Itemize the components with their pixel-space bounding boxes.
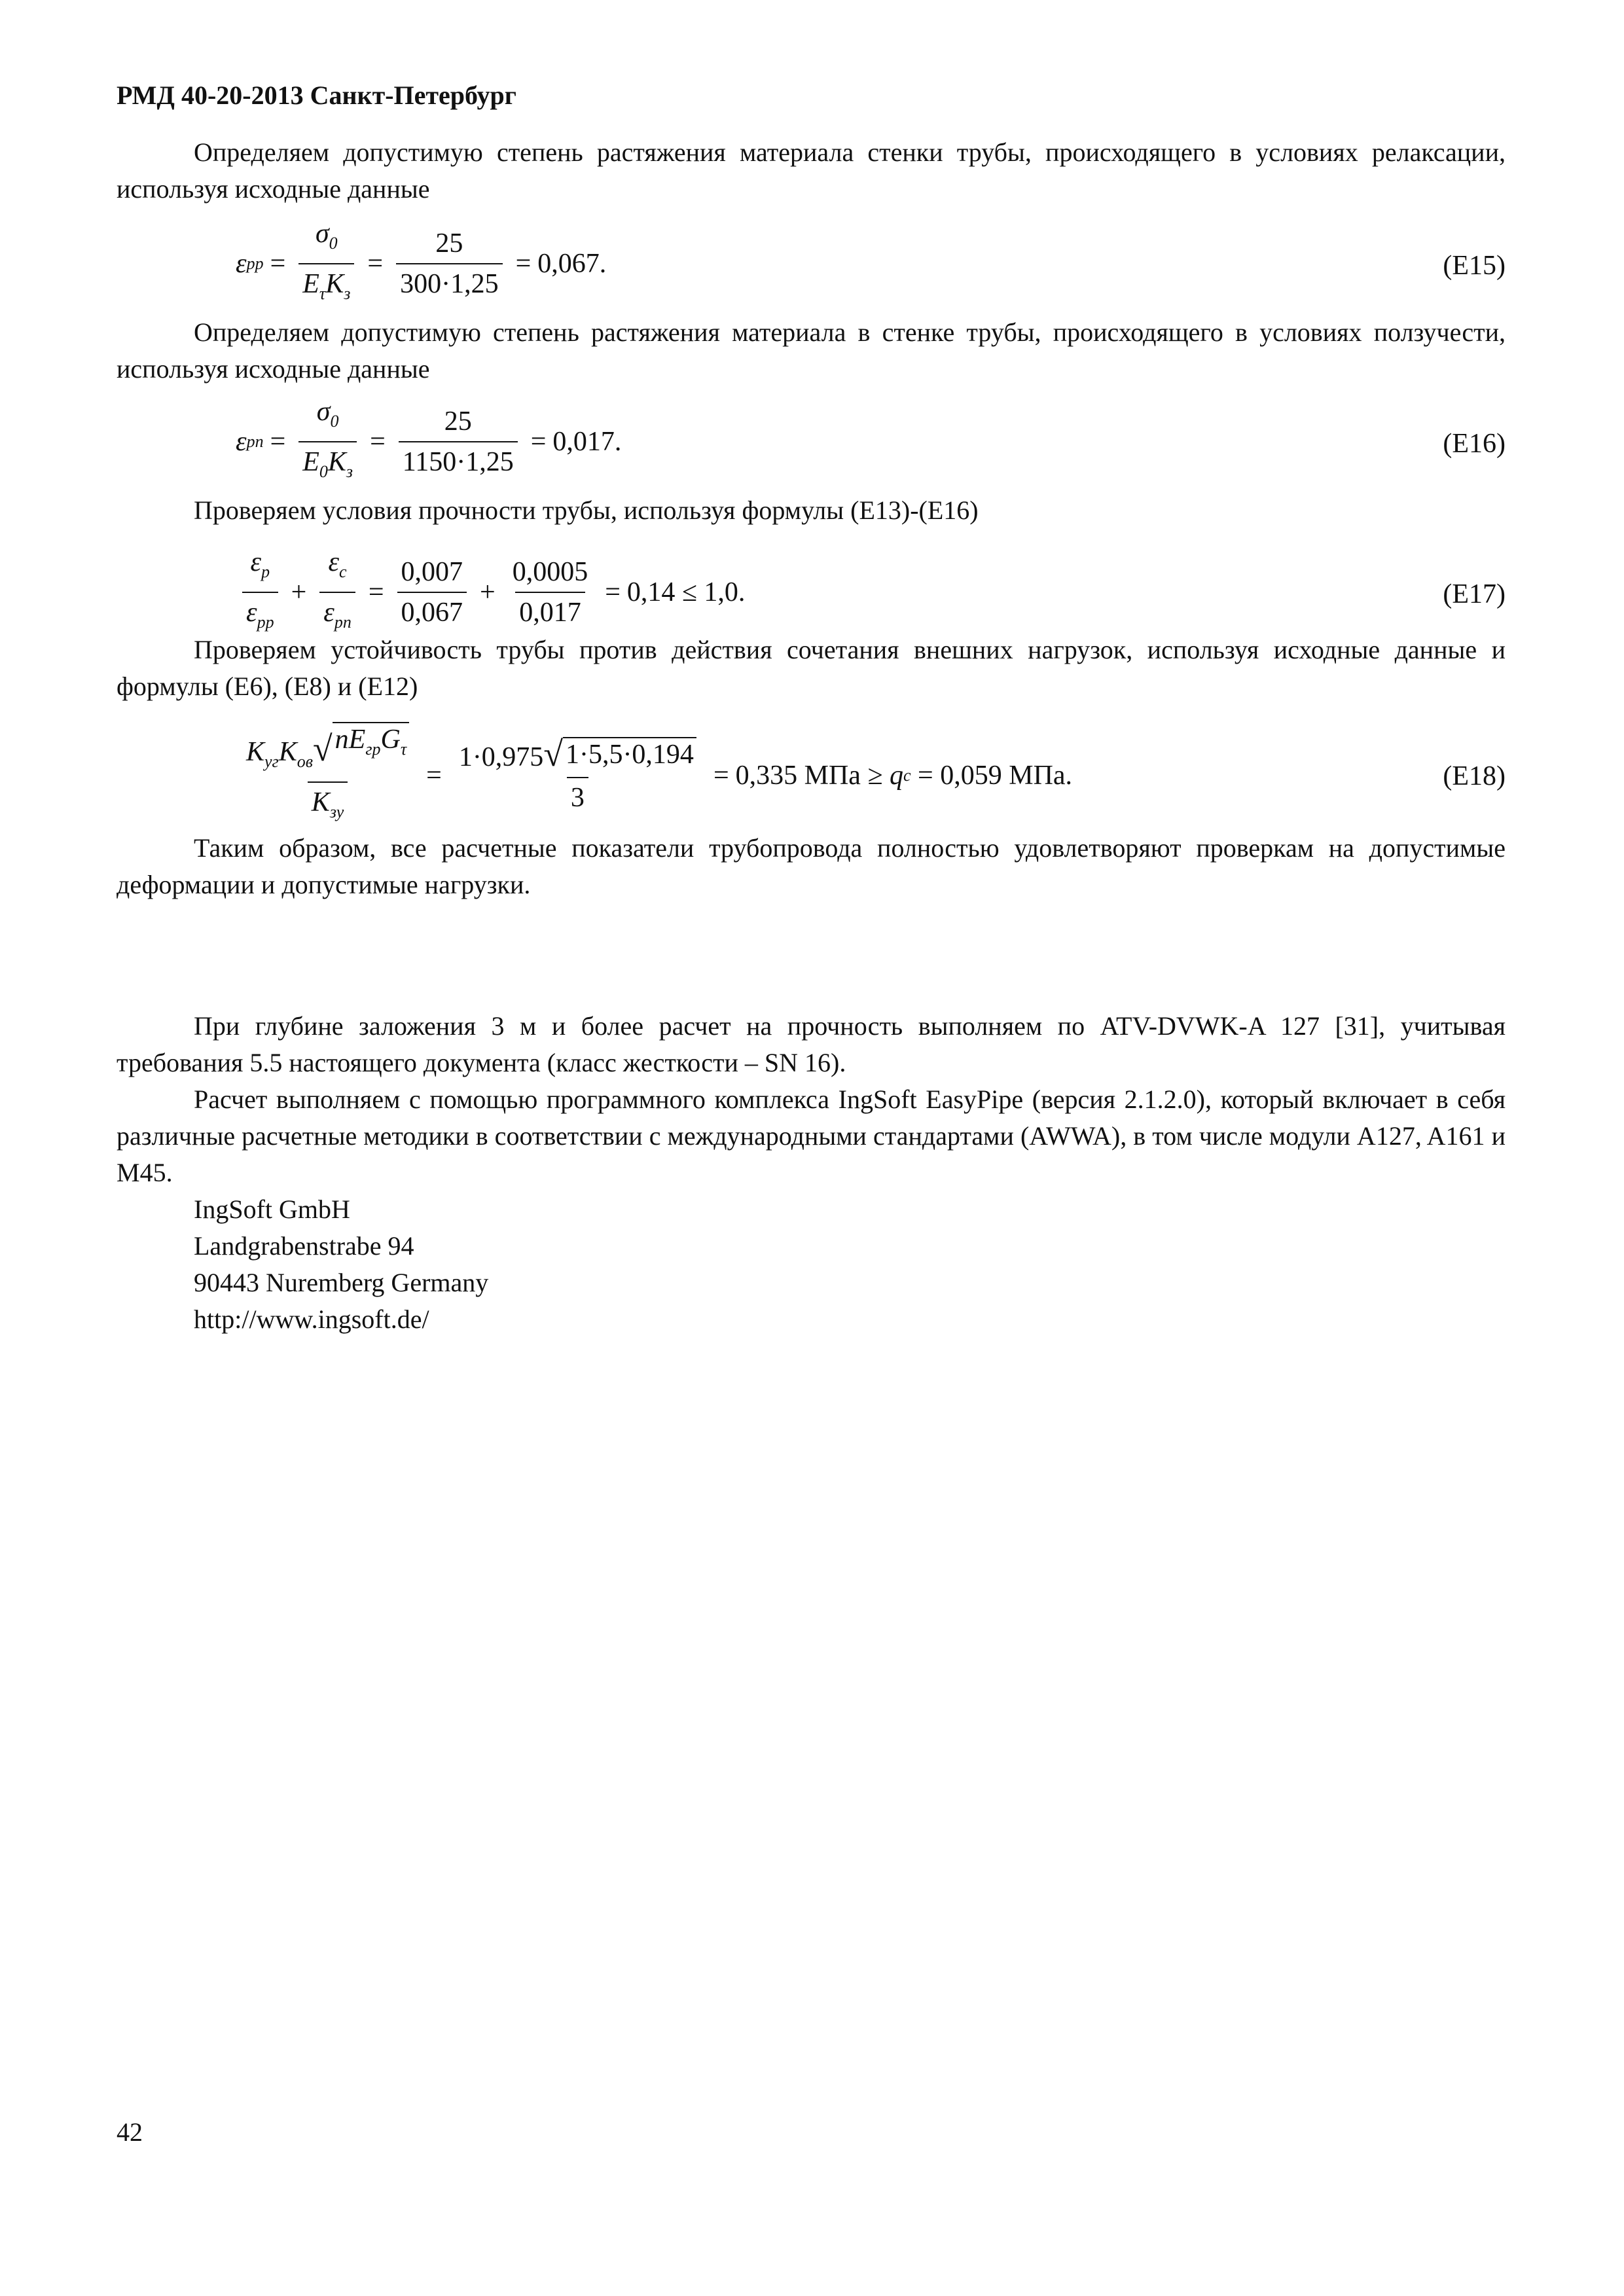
eq-e18-rad-n-sub: гр xyxy=(365,740,381,759)
equation-e15: ε pp = $\frac{\sigma_0}{E_\tau K_з}$ = $\frac{25}{300\cdot 1,25}$ = 0,067. (E15) xyxy=(236,208,1506,319)
eq-e18-q: q xyxy=(890,761,903,791)
eq-e16-den-e-sub: 0 xyxy=(319,462,328,481)
eq-e18-sqrt-symbolic: √ $nE_{гр}G_\tau$ xyxy=(313,722,409,766)
eq-e17-result: 0,14 ≤ 1,0. xyxy=(626,577,746,607)
address-url: http://www.ingsoft.de/ xyxy=(194,1304,429,1334)
eq-e16-num1-sub: 0 xyxy=(330,412,339,431)
eq-e17-fraction-2 xyxy=(319,545,355,639)
eq-e18-rad-g-sub: τ xyxy=(400,740,407,759)
equation-e16: ε pn = $\frac{\sigma_0}{E_0K_з}$ = $\frac{25}{1150\cdot 1,25}$ = 0,017. (E16) xyxy=(236,386,1506,497)
eq-e16-num2: 25 xyxy=(444,406,472,437)
eq-e16-den2: 1150·1,25 xyxy=(399,441,518,479)
eq-e18-result: 0,335 МПа ≥ xyxy=(735,761,883,791)
eq-e15-den-e-sub: τ xyxy=(319,284,326,303)
page-number: 42 xyxy=(117,2117,143,2147)
eq-e16-den-k: K xyxy=(327,447,346,477)
eq-e17-f2-den-sub: pn xyxy=(334,613,352,632)
eq-e18-k1-sub: уг xyxy=(264,752,279,771)
eq-e15-den-e: E xyxy=(302,269,319,299)
eq-e17-fraction-4 xyxy=(509,555,592,630)
address-city: 90443 Nuremberg Germany xyxy=(194,1268,489,1297)
eq-e18-den2: 3 xyxy=(567,777,588,815)
eq-e15-result: 0,067. xyxy=(537,249,607,279)
eq-e18-k2: K xyxy=(278,737,297,767)
eq-e15-num1-sub: 0 xyxy=(329,234,338,253)
paragraph-relaxation: Определяем допустимую степень растяжения материала стенки трубы, происходящего в условиях релаксации, используя исходные данные xyxy=(117,137,1506,204)
equation-e18: $K_{уг}K_{ов}$ √ $nE_{гр}G_\tau$ $K_{зу}$ = 1·0,975 √ 1·5,5·0,194 3 = 0,335 МПа ≥ q c = 0,059 МПа. (E18) xyxy=(236,720,1506,831)
paragraph-strength-check: Проверяем условия прочности трубы, используя формулы (E13)-(E16) xyxy=(194,495,979,525)
paragraph-stability-check: Проверяем устойчивость трубы против действия сочетания внешних нагрузок, используя исходные данные и формулы (E6), (E8) и (E12) xyxy=(117,635,1506,701)
eq-e15-lhs-sub: pp xyxy=(246,254,264,273)
eq-e17-f1-num: ε xyxy=(250,547,262,577)
eq-e16-den-e: E xyxy=(302,447,319,477)
paragraph-creep: Определяем допустимую степень растяжения материала в стенке трубы, происходящего в условиях ползучести, используя исходные данные xyxy=(117,317,1506,384)
eq-e18-q-value: = 0,059 МПа. xyxy=(918,761,1073,791)
eq-e17-f1-num-sub: p xyxy=(261,562,270,581)
eq-e15-num2: 25 xyxy=(435,228,463,259)
eq-e15-label: (E15) xyxy=(1443,251,1506,281)
eq-e16-fraction-symbolic xyxy=(298,395,357,489)
eq-e17-f4-den: 0,017 xyxy=(515,592,585,630)
eq-e16-lhs: ε xyxy=(236,427,247,457)
eq-e18-fraction-numeric xyxy=(455,734,700,815)
eq-e18-rad-g: G xyxy=(380,725,401,755)
eq-e18-k1: K xyxy=(246,737,265,767)
eq-e17-f1-den: ε xyxy=(246,598,257,628)
eq-e17-fraction-3 xyxy=(397,555,467,630)
eq-e17-fraction-1 xyxy=(242,545,278,639)
eq-e16-result: 0,017. xyxy=(552,427,622,457)
eq-e15-fraction-numeric xyxy=(396,226,503,301)
eq-e18-num2-rad: 1·5,5·0,194 xyxy=(563,737,696,771)
paragraph-depth-calculation: При глубине заложения 3 м и более расчет на прочность выполняем по ATV-DVWK-A 127 [31], учитывая требования 5.5 настоящего документа (класс жесткости – SN 16). xyxy=(117,1011,1506,1077)
paragraph-conclusion: Таким образом, все расчетные показатели трубопровода полностью удовлетворяют проверкам на допустимые деформации и допустимые нагрузки. xyxy=(117,833,1506,899)
eq-e18-den1-sub: зу xyxy=(329,802,344,821)
eq-e18-label: (E18) xyxy=(1443,761,1506,791)
document-header: РМД 40-20-2013 Санкт-Петербург xyxy=(117,81,516,110)
eq-e17-f2-num-sub: c xyxy=(339,562,347,581)
eq-e15-den-k: K xyxy=(325,269,344,299)
eq-e17-f2-num: ε xyxy=(328,547,340,577)
equation-e17: $\frac{\varepsilon_p}{\varepsilon_{pp}}$ + $\frac{\varepsilon_c}{\varepsilon_{pn}}$ = $\frac{0,007}{0,067}$ + $\frac{0,0005}{0,017}$ = 0,14 ≤ 1,0. (E17) xyxy=(236,537,1506,648)
eq-e17-f3-num: 0,007 xyxy=(401,557,463,587)
eq-e16-label: (E16) xyxy=(1443,429,1506,459)
eq-e15-den2: 300·1,25 xyxy=(396,263,503,301)
eq-e17-f2-den: ε xyxy=(323,598,334,628)
eq-e16-fraction-numeric xyxy=(399,404,518,479)
eq-e16-den-k-sub: з xyxy=(346,462,353,481)
eq-e18-k2-sub: ов xyxy=(297,752,314,771)
eq-e18-q-sub: c xyxy=(903,766,911,785)
paragraph-software: Расчет выполняем с помощью программного комплекса IngSoft EasyPipe (версия 2.1.2.0), который включает в себя различные расчетные методики в соответствии с международными стандартами (AWWA), в том числе модули A127, A161 и M45. xyxy=(117,1085,1506,1187)
eq-e16-num1: σ xyxy=(316,397,331,427)
eq-e16-lhs-sub: pn xyxy=(246,432,264,451)
address-company: IngSoft GmbH xyxy=(194,1194,350,1224)
eq-e17-f1-den-sub: pp xyxy=(257,613,274,632)
eq-e18-num2-prefix: 1·0,975 xyxy=(458,742,544,772)
eq-e17-f3-den: 0,067 xyxy=(397,592,467,630)
eq-e15-num1: σ xyxy=(315,219,329,249)
eq-e15-lhs: ε xyxy=(236,249,247,279)
eq-e18-rad-n: nE xyxy=(334,725,366,755)
eq-e18-den1: K xyxy=(311,787,330,817)
eq-e18-sqrt-numeric: √ 1·5,5·0,194 xyxy=(543,737,696,771)
eq-e17-label: (E17) xyxy=(1443,579,1506,609)
eq-e18-fraction-symbolic xyxy=(242,722,413,829)
eq-e17-f4-num: 0,0005 xyxy=(512,557,588,587)
eq-e15-den-k-sub: з xyxy=(344,284,351,303)
eq-e15-fraction-symbolic xyxy=(298,217,354,311)
address-street: Landgrabenstrabe 94 xyxy=(194,1231,414,1261)
